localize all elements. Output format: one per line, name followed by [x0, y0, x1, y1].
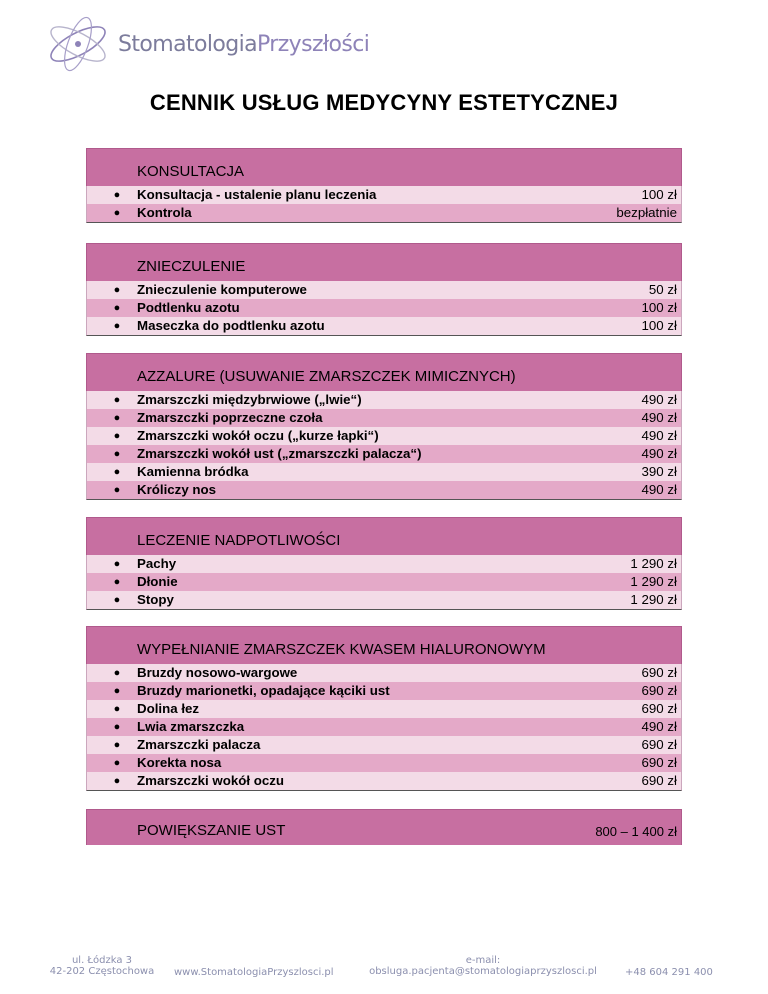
section-header [86, 626, 682, 664]
item-price: 50 zł [648, 282, 677, 297]
section-title: ZNIECZULENIE [137, 258, 246, 275]
footer-website[interactable]: www.StomatologiaPrzyszlosci.pl [174, 967, 334, 978]
list-item [87, 573, 681, 591]
logo-wordmark: StomatologiaPrzyszłości [118, 32, 370, 57]
item-label: Bruzdy marionetki, opadające kąciki ust [137, 683, 390, 698]
item-label: Zmarszczki poprzeczne czoła [137, 410, 323, 425]
list-item [87, 700, 681, 718]
section-title: KONSULTACJA [137, 163, 244, 180]
item-label: Bruzdy nosowo-wargowe [137, 665, 298, 680]
bullet-icon: ● [113, 448, 121, 460]
bullet-icon: ● [113, 558, 121, 570]
bullet-icon: ● [113, 394, 121, 406]
bullet-icon: ● [113, 721, 121, 733]
item-price: 490 zł [641, 428, 677, 443]
bullet-icon: ● [113, 685, 121, 697]
list-item [87, 427, 681, 445]
item-label: Dolina łez [137, 701, 200, 716]
list-item [87, 281, 681, 299]
item-label: Króliczy nos [137, 482, 217, 497]
footer-address: ul. Łódzka 3 42-202 Częstochowa [49, 955, 155, 977]
bullet-icon: ● [113, 775, 121, 787]
section-header [86, 353, 682, 391]
section-header [86, 243, 682, 281]
item-label: Maseczka do podtlenku azotu [137, 318, 325, 333]
section [86, 626, 682, 791]
item-label: Zmarszczki międzybrwiowe („lwie“) [137, 392, 362, 407]
bullet-icon: ● [113, 302, 121, 314]
bullet-icon: ● [113, 576, 121, 588]
item-price: 490 zł [641, 482, 677, 497]
item-price: 690 zł [641, 665, 677, 680]
bullet-icon: ● [113, 320, 121, 332]
item-price: 690 zł [641, 701, 677, 716]
bullet-icon: ● [113, 412, 121, 424]
item-price: 1 290 zł [630, 556, 677, 571]
item-price: 100 zł [641, 187, 677, 202]
section-title: LECZENIE NADPOTLIWOŚCI [137, 532, 341, 549]
bullet-icon: ● [113, 207, 121, 219]
item-price: 690 zł [641, 683, 677, 698]
footer-phone[interactable]: +48 604 291 400 [625, 967, 713, 978]
bullet-icon: ● [113, 757, 121, 769]
list-item [87, 186, 681, 204]
list-item [87, 664, 681, 682]
item-list [86, 186, 682, 223]
list-item [87, 682, 681, 700]
logo[interactable] [46, 14, 370, 74]
bullet-icon: ● [113, 466, 121, 478]
list-item [87, 555, 681, 573]
list-item [87, 299, 681, 317]
item-label: Zmarszczki wokół oczu [137, 773, 285, 788]
item-label: Zmarszczki palacza [137, 737, 261, 752]
list-item [87, 463, 681, 481]
item-list [86, 555, 682, 610]
list-item [87, 317, 681, 335]
section-header [86, 809, 682, 845]
item-label: Kamienna bródka [137, 464, 249, 479]
item-label: Lwia zmarszczka [137, 719, 245, 734]
item-label: Zmarszczki wokół ust („zmarszczki palacza“) [137, 446, 422, 461]
item-label: Znieczulenie komputerowe [137, 282, 307, 297]
item-price: 490 zł [641, 719, 677, 734]
item-price: 390 zł [641, 464, 677, 479]
section [86, 243, 682, 336]
item-list [86, 664, 682, 791]
bullet-icon: ● [113, 430, 121, 442]
item-price: 100 zł [641, 318, 677, 333]
item-price: 690 zł [641, 737, 677, 752]
bullet-icon: ● [113, 484, 121, 496]
item-price: 690 zł [641, 755, 677, 770]
item-price: 690 zł [641, 773, 677, 788]
item-label: Podtlenku azotu [137, 300, 240, 315]
bullet-icon: ● [113, 189, 121, 201]
item-price: 490 zł [641, 410, 677, 425]
item-price: 1 290 zł [630, 592, 677, 607]
item-label: Dłonie [137, 574, 178, 589]
section-title: AZZALURE (USUWANIE ZMARSZCZEK MIMICZNYCH) [137, 368, 516, 385]
item-label: Kontrola [137, 205, 192, 220]
list-item [87, 772, 681, 790]
list-item [87, 204, 681, 222]
section-price: 800 – 1 400 zł [595, 824, 677, 839]
bullet-icon: ● [113, 739, 121, 751]
bullet-icon: ● [113, 667, 121, 679]
section-title: WYPEŁNIANIE ZMARSZCZEK KWASEM HIALURONOWYM [137, 641, 546, 658]
item-price: 490 zł [641, 392, 677, 407]
page-title: CENNIK USŁUG MEDYCYNY ESTETYCZNEJ [149, 90, 619, 115]
list-item [87, 391, 681, 409]
list-item [87, 754, 681, 772]
bullet-icon: ● [113, 284, 121, 296]
list-item [87, 481, 681, 499]
item-price: bezpłatnie [616, 205, 677, 220]
section [86, 517, 682, 610]
list-item [87, 409, 681, 427]
list-item [87, 736, 681, 754]
bullet-icon: ● [113, 703, 121, 715]
item-label: Stopy [137, 592, 174, 607]
section-header [86, 517, 682, 555]
item-list [86, 391, 682, 500]
item-price: 100 zł [641, 300, 677, 315]
section [86, 353, 682, 500]
item-list [86, 281, 682, 336]
section-header [86, 148, 682, 186]
item-label: Zmarszczki wokół oczu („kurze łapki“) [137, 428, 379, 443]
list-item [87, 445, 681, 463]
logo-orbit-icon [46, 14, 126, 74]
section-title: POWIĘKSZANIE UST [137, 822, 286, 839]
list-item [87, 718, 681, 736]
item-label: Pachy [137, 556, 177, 571]
list-item [87, 591, 681, 609]
bullet-icon: ● [113, 594, 121, 606]
item-price: 490 zł [641, 446, 677, 461]
footer-email[interactable]: e-mail: obsluga.pacjenta@stomatologiaprzyszlosci.pl [369, 955, 597, 977]
item-label: Korekta nosa [137, 755, 222, 770]
section [86, 809, 682, 845]
item-price: 1 290 zł [630, 574, 677, 589]
section [86, 148, 682, 223]
item-label: Konsultacja - ustalenie planu leczenia [137, 187, 377, 202]
